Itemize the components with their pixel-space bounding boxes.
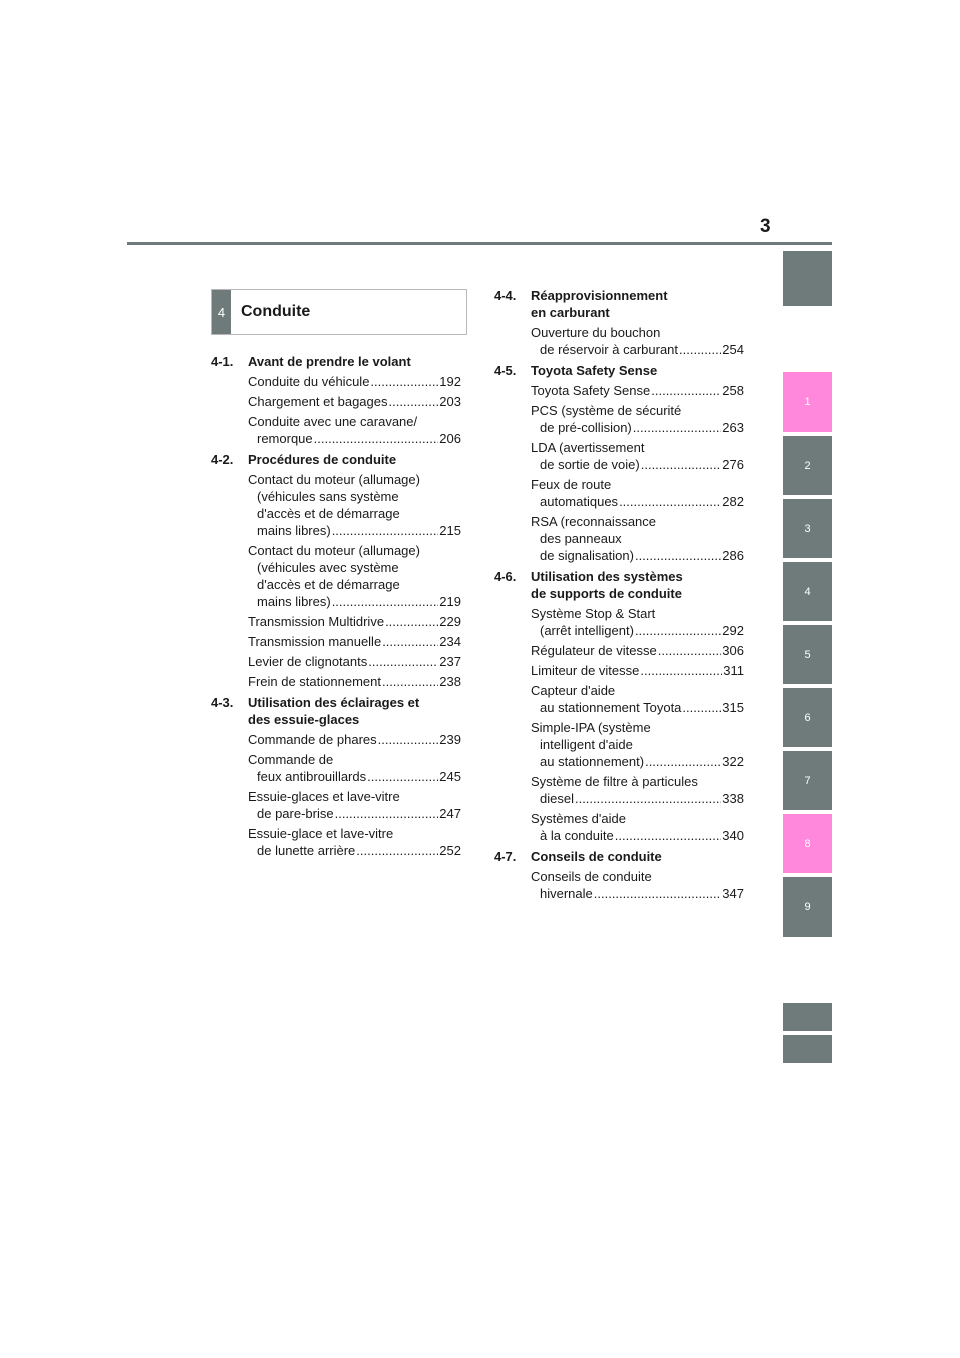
page-ref: 215 (439, 523, 461, 538)
entry-text: RSA (reconnaissance (531, 514, 657, 529)
dot-leader (332, 522, 439, 539)
chapter-header (211, 289, 467, 335)
section-number: 4-7. (494, 849, 517, 864)
entry-text: (arrêt intelligent) (540, 623, 634, 638)
chapter-tab[interactable]: 5 (783, 625, 832, 684)
entry-text: Feux de route (531, 477, 612, 492)
entry-text: de lunette arrière (257, 843, 356, 858)
page-ref: 238 (439, 674, 461, 689)
entry-text: remorque (257, 431, 313, 446)
section-title: Toyota Safety Sense (531, 363, 658, 378)
page-ref: 258 (722, 383, 744, 398)
toc-entry[interactable] (248, 731, 461, 748)
toc-section (211, 353, 461, 447)
chapter-tab[interactable]: 7 (783, 751, 832, 810)
dot-leader (615, 827, 722, 844)
section-title: Avant de prendre le volant (248, 354, 411, 369)
toc-entry[interactable] (531, 382, 744, 399)
dot-leader (679, 341, 721, 358)
dot-leader (370, 373, 438, 390)
chapter-tab[interactable]: 2 (783, 436, 832, 495)
entry-text: Levier de clignotants (248, 654, 368, 669)
entry-text: Transmission manuelle (248, 634, 382, 649)
chapter-tab[interactable]: 6 (783, 688, 832, 747)
entry-text: Essuie-glaces et lave-vitre (248, 789, 400, 804)
page-ref: 206 (439, 431, 461, 446)
entry-text: de réservoir à carburant (540, 342, 679, 357)
dot-leader (658, 642, 722, 659)
toc-entry[interactable] (531, 642, 744, 659)
entry-text: Système Stop & Start (531, 606, 656, 621)
entry-text: des panneaux (540, 531, 622, 546)
page-ref: 347 (722, 886, 744, 901)
section-number: 4-5. (494, 363, 517, 378)
entry-text: d'accès et de démarrage (257, 506, 400, 521)
page-ref: 286 (722, 548, 744, 563)
section-heading[interactable] (494, 362, 744, 379)
toc-section (494, 362, 744, 564)
toc-entry[interactable] (531, 773, 744, 807)
entry-text: Transmission Multidrive (248, 614, 385, 629)
section-title: Conseils de conduite (531, 849, 662, 864)
toc-entry[interactable] (531, 513, 744, 564)
entry-text: Système de filtre à particules (531, 774, 698, 789)
toc-entry[interactable] (531, 476, 744, 510)
entry-text: mains libres) (257, 594, 331, 609)
chapter-tab[interactable] (783, 251, 832, 306)
dot-leader (388, 393, 438, 410)
entry-text: Frein de stationnement (248, 674, 381, 689)
section-heading[interactable] (211, 353, 461, 370)
section-number: 4-3. (211, 695, 234, 710)
dot-leader (385, 613, 438, 630)
section-title: Procédures de conduite (248, 452, 397, 467)
entry-text: à la conduite (540, 828, 614, 843)
section-heading[interactable] (211, 451, 461, 468)
section-number: 4-1. (211, 354, 234, 369)
page-ref: 306 (722, 643, 744, 658)
page-ref: 245 (439, 769, 461, 784)
dot-leader (645, 753, 721, 770)
entry-text: PCS (système de sécurité (531, 403, 682, 418)
entry-text: au stationnement Toyota (540, 700, 682, 715)
dot-leader (640, 662, 722, 679)
toc-entry[interactable] (248, 613, 461, 630)
toc-entry[interactable] (248, 825, 461, 859)
page-ref: 338 (722, 791, 744, 806)
page-ref: 276 (722, 457, 744, 472)
entry-text: Commande de (248, 752, 334, 767)
chapter-number: 4 (212, 290, 231, 334)
dot-leader (575, 790, 721, 807)
entry-text: Systèmes d'aide (531, 811, 626, 826)
section-title: Réapprovisionnement en carburant (531, 288, 668, 320)
chapter-tab[interactable] (783, 1035, 832, 1063)
entry-text: mains libres) (257, 523, 331, 538)
entry-text: de signalisation) (540, 548, 634, 563)
toc-entry[interactable] (531, 719, 744, 770)
page-ref: 234 (439, 634, 461, 649)
page-ref: 203 (439, 394, 461, 409)
dot-leader (651, 382, 721, 399)
entry-text: Essuie-glace et lave-vitre (248, 826, 394, 841)
section-number: 4-2. (211, 452, 234, 467)
entry-text: de sortie de voie) (540, 457, 640, 472)
dot-leader (633, 419, 722, 436)
entry-text: LDA (avertissement (531, 440, 645, 455)
section-heading[interactable] (494, 568, 744, 602)
entry-text: de pare-brise (257, 806, 334, 821)
toc-entry[interactable] (248, 673, 461, 690)
entry-text: Limiteur de vitesse (531, 663, 640, 678)
entry-text: Contact du moteur (allumage) (248, 472, 420, 487)
toc-entry[interactable] (531, 439, 744, 473)
dot-leader (594, 885, 722, 902)
page-ref: 292 (722, 623, 744, 638)
chapter-tab[interactable]: 1 (783, 372, 832, 432)
section-number: 4-4. (494, 288, 517, 303)
dot-leader (368, 653, 438, 670)
page-ref: 247 (439, 806, 461, 821)
entry-text: Chargement et bagages (248, 394, 388, 409)
entry-text: Commande de phares (248, 732, 377, 747)
toc-entry[interactable] (531, 662, 744, 679)
toc-column-right (494, 287, 744, 906)
section-heading[interactable] (494, 287, 744, 321)
page-ref: 239 (439, 732, 461, 747)
chapter-tab[interactable] (783, 1003, 832, 1031)
page-ref: 322 (722, 754, 744, 769)
entry-text: Conduite avec une caravane/ (248, 414, 418, 429)
entry-text: Conseils de conduite (531, 869, 652, 884)
dot-leader (635, 622, 721, 639)
page-ref: 237 (439, 654, 461, 669)
toc-section (211, 694, 461, 859)
entry-text: Régulateur de vitesse (531, 643, 657, 658)
page-ref: 252 (439, 843, 461, 858)
entry-text: feux antibrouillards (257, 769, 367, 784)
toc-column-left (211, 353, 461, 863)
entry-text: Simple-IPA (système (531, 720, 651, 735)
toc-entry[interactable] (531, 682, 744, 716)
toc-entry[interactable] (248, 393, 461, 410)
entry-text: de pré-collision) (540, 420, 632, 435)
toc-entry[interactable] (248, 633, 461, 650)
section-heading[interactable] (211, 694, 461, 728)
toc-entry[interactable] (531, 605, 744, 639)
toc-entry[interactable] (531, 868, 744, 902)
toc-entry[interactable] (248, 788, 461, 822)
section-number: 4-6. (494, 569, 517, 584)
entry-text: Conduite du véhicule (248, 374, 370, 389)
page-ref: 192 (439, 374, 461, 389)
header-rule (127, 242, 832, 245)
dot-leader (682, 699, 721, 716)
entry-text: Capteur d'aide (531, 683, 616, 698)
dot-leader (378, 731, 439, 748)
toc-entry[interactable] (248, 413, 461, 447)
page-ref: 254 (722, 342, 744, 357)
toc-section (211, 451, 461, 690)
entry-text: intelligent d'aide (540, 737, 633, 752)
entry-text: (véhicules avec système (257, 560, 399, 575)
entry-text: Toyota Safety Sense (531, 383, 651, 398)
section-title: Utilisation des éclairages et des essuie-glaces (248, 695, 420, 727)
page-ref: 219 (439, 594, 461, 609)
section-heading[interactable] (494, 848, 744, 865)
entry-text: (véhicules sans système (257, 489, 399, 504)
entry-text: hivernale (540, 886, 593, 901)
toc-entry[interactable] (531, 324, 744, 358)
dot-leader (356, 842, 438, 859)
dot-leader (367, 768, 438, 785)
toc-entry[interactable] (248, 653, 461, 670)
toc-section (494, 848, 744, 902)
entry-text: diesel (540, 791, 574, 806)
chapter-tab[interactable]: 3 (783, 499, 832, 558)
chapter-tab[interactable]: 8 (783, 814, 832, 873)
dot-leader (332, 593, 439, 610)
toc-section (494, 568, 744, 844)
toc-entry[interactable] (248, 471, 461, 539)
toc-entry[interactable] (248, 373, 461, 390)
page-ref: 229 (439, 614, 461, 629)
page-ref: 263 (722, 420, 744, 435)
page-ref: 340 (722, 828, 744, 843)
chapter-title: Conduite (241, 303, 311, 320)
entry-text: Ouverture du bouchon (531, 325, 661, 340)
page-ref: 315 (722, 700, 744, 715)
section-title: Utilisation des systèmes de supports de conduite (531, 569, 683, 601)
dot-leader (314, 430, 439, 447)
dot-leader (335, 805, 439, 822)
toc-entry[interactable] (531, 810, 744, 844)
toc-section (494, 287, 744, 358)
chapter-tab[interactable]: 4 (783, 562, 832, 621)
toc-entry[interactable] (248, 542, 461, 610)
entry-text: automatiques (540, 494, 619, 509)
page-ref: 311 (723, 663, 744, 678)
dot-leader (641, 456, 722, 473)
entry-text: d'accès et de démarrage (257, 577, 400, 592)
dot-leader (382, 633, 438, 650)
dot-leader (619, 493, 721, 510)
toc-entry[interactable] (248, 751, 461, 785)
dot-leader (382, 673, 438, 690)
entry-text: Contact du moteur (allumage) (248, 543, 420, 558)
toc-entry[interactable] (531, 402, 744, 436)
dot-leader (635, 547, 721, 564)
chapter-tab[interactable]: 9 (783, 877, 832, 937)
page-ref: 282 (722, 494, 744, 509)
page-number: 3 (760, 216, 771, 237)
entry-text: au stationnement) (540, 754, 645, 769)
